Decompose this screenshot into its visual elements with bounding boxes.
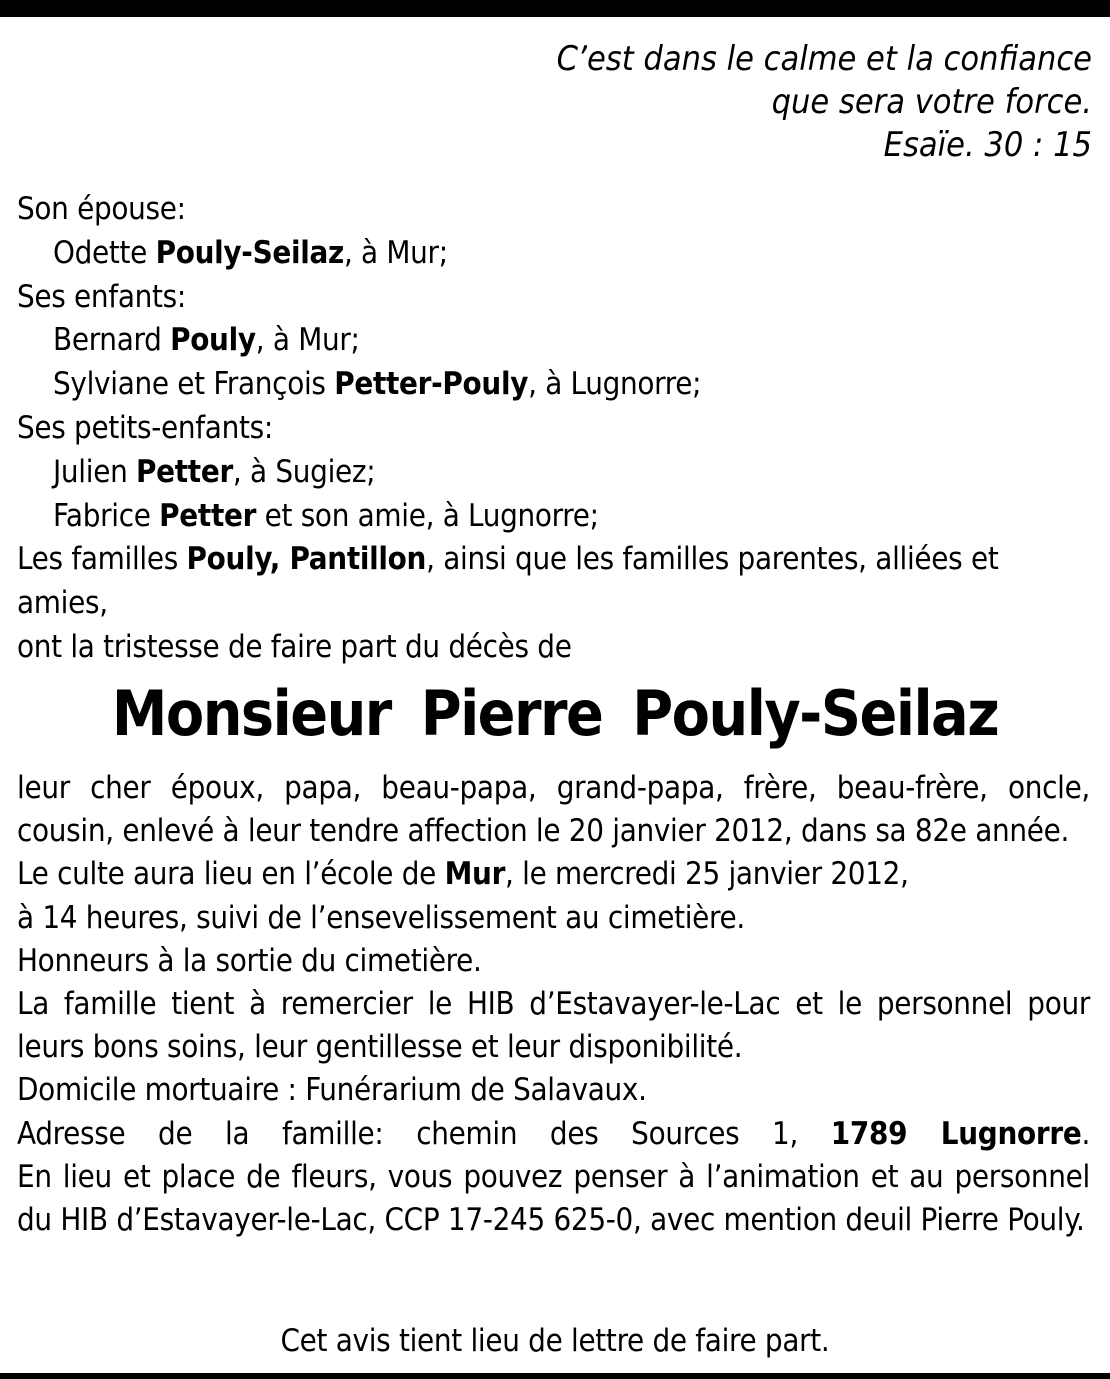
child-entry	[17, 363, 1092, 407]
grandchild-first-name: Fabrice	[53, 497, 160, 534]
grandchild-entry	[17, 451, 1092, 495]
notice-body	[17, 767, 1090, 1242]
families-suffix: , ainsi que les familles parentes, alliées et amies,	[17, 541, 999, 622]
spouse-entry	[17, 232, 1092, 276]
service-info	[17, 853, 1090, 896]
spouse-place: , à Mur;	[343, 234, 448, 271]
family-address	[17, 1113, 1090, 1156]
child-place: , à Mur;	[255, 322, 360, 359]
extended-families	[17, 538, 1092, 626]
address-prefix: Adresse de la famille: chemin des Sources 1,	[17, 1115, 831, 1152]
service-place: Mur	[444, 856, 506, 893]
child-first-name: Bernard	[53, 322, 171, 359]
donation-text: En lieu et place de fleurs, vous pouvez penser à l’animation et au personnel du HIB d’Estavayer-le-Lac, CCP 17-245 625-0, avec mention deuil Pierre Pouly.	[17, 1158, 1090, 1239]
thanks-text: La famille tient à remercier le HIB d’Estavayer-le-Lac et le personnel pour leurs bons soins, leur gentillesse et leur disponibilité.	[17, 986, 1090, 1066]
announcement: ont la tristesse de faire part du décès de	[17, 628, 572, 665]
epigraph-line-1: C’est dans le calme et la confiance	[556, 39, 1092, 79]
families-names: Pouly, Pantillon	[186, 541, 427, 578]
address-suffix: .	[1081, 1115, 1090, 1152]
family-list	[17, 188, 1092, 670]
service-prefix: Le culte aura lieu en l’école de	[17, 856, 445, 893]
deceased-name: Monsieur Pierre Pouly-Seilaz	[111, 677, 999, 750]
address-town: 1789 Lugnorre	[830, 1115, 1082, 1152]
grandchild-first-name: Julien	[53, 453, 136, 490]
children-heading: Ses enfants:	[17, 278, 186, 315]
spouse-heading: Son épouse:	[17, 191, 186, 227]
grandchild-place: , à Sugiez;	[232, 453, 376, 490]
spouse-last-name: Pouly-Seilaz	[155, 234, 344, 271]
service-time: à 14 heures, suivi de l’ensevelissement au cimetière.	[17, 899, 745, 936]
child-last-name: Pouly	[170, 322, 256, 359]
grandchild-last-name: Petter	[136, 453, 233, 490]
relation-text: leur cher époux, papa, beau-papa, grand-papa, frère, beau-frère, oncle, cousin, enlevé à leur tendre affection le 20 janvier 2012, dans sa 82e année.	[17, 770, 1090, 850]
top-border	[0, 0, 1110, 17]
epigraph-reference: Esaïe. 30 : 15	[883, 125, 1092, 165]
grandchild-entry	[17, 495, 1092, 539]
bottom-border	[0, 1373, 1110, 1379]
honours-text: Honneurs à la sortie du cimetière.	[17, 942, 482, 979]
child-first-name: Sylviane et François	[53, 366, 335, 403]
mortuary-text: Domicile mortuaire : Funérarium de Salavaux.	[17, 1072, 647, 1109]
epigraph	[557, 38, 1092, 167]
closing-note: Cet avis tient lieu de lettre de faire part.	[280, 1323, 830, 1359]
spouse-first-name: Odette	[53, 234, 156, 271]
child-entry	[17, 319, 1092, 363]
families-prefix: Les familles	[17, 541, 187, 578]
grandchildren-heading: Ses petits-enfants:	[17, 409, 273, 446]
service-date: , le mercredi 25 janvier 2012,	[505, 856, 909, 893]
child-last-name: Petter-Pouly	[334, 366, 529, 403]
epigraph-line-2: que sera votre force.	[771, 82, 1092, 122]
grandchild-place: et son amie, à Lugnorre;	[256, 497, 599, 534]
grandchild-last-name: Petter	[159, 497, 257, 534]
child-place: , à Lugnorre;	[528, 366, 702, 403]
